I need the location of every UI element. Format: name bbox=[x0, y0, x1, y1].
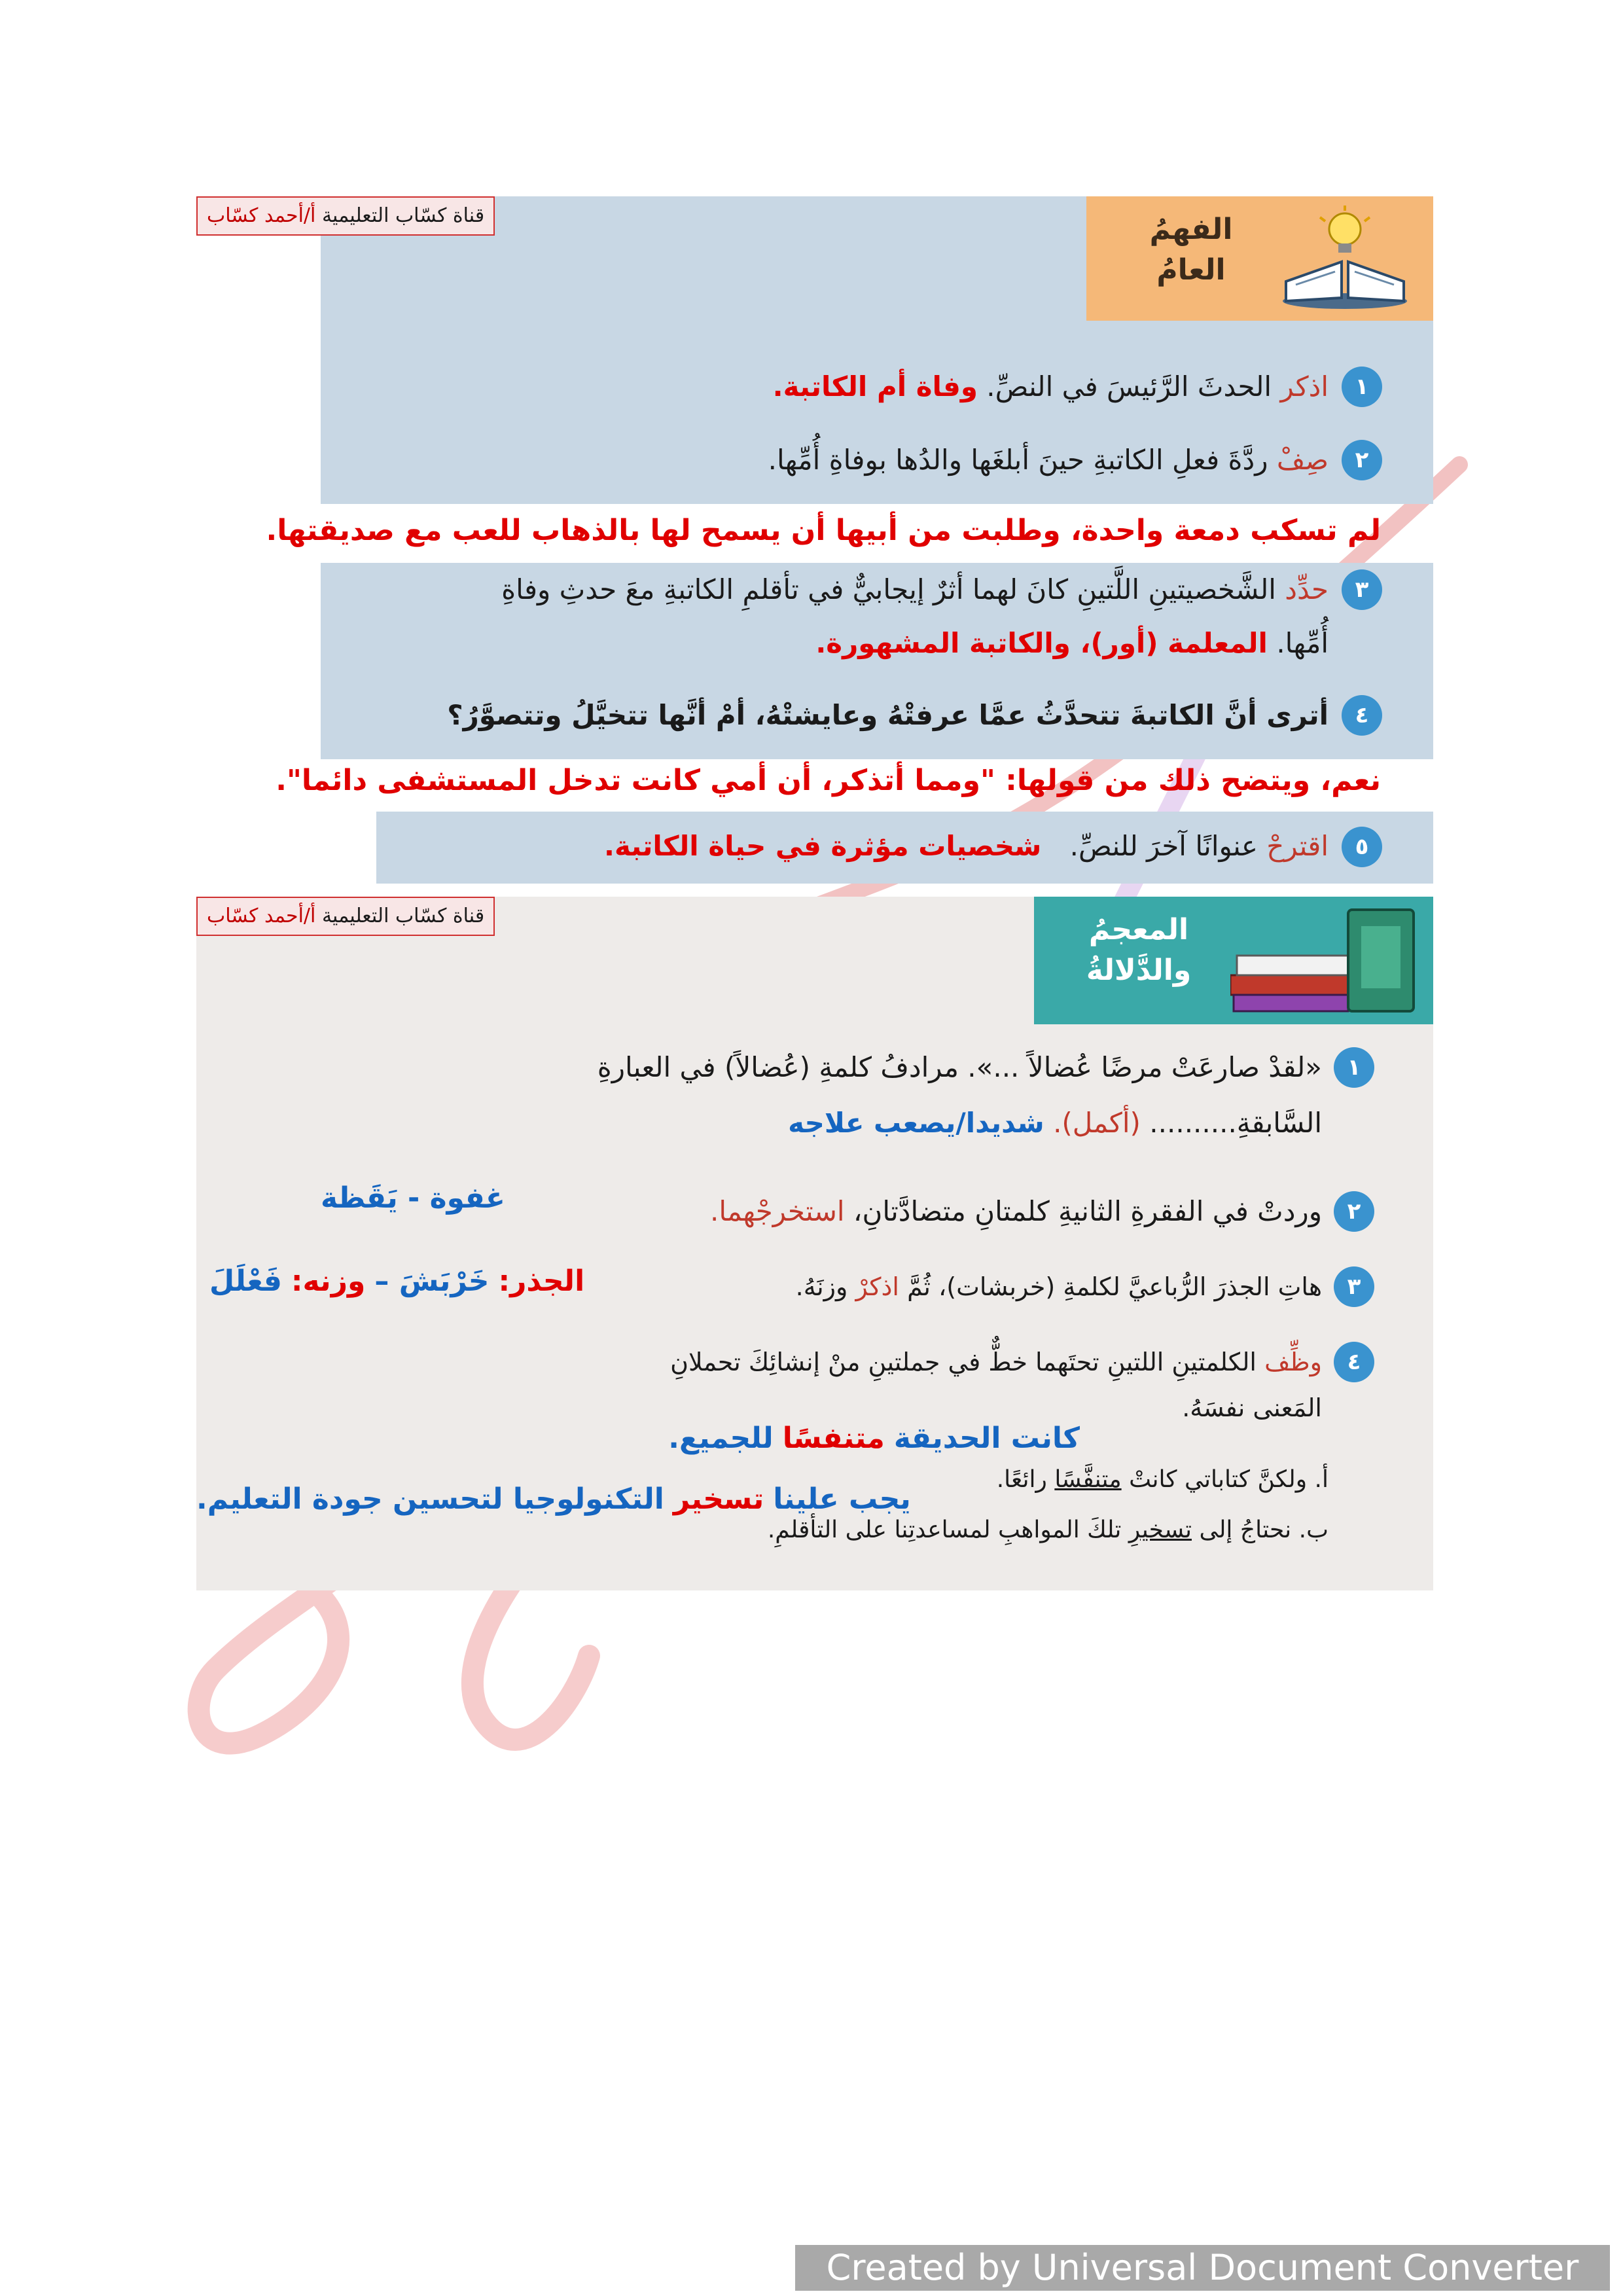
answer-4: نعم، ويتضح ذلك من قولها: "ومما أتذكر، أن أمي كانت تدخل المستشفى دائما". bbox=[276, 764, 1381, 797]
question-number-1: ١ bbox=[1342, 367, 1382, 407]
question-verb: صِفْ bbox=[1276, 444, 1329, 476]
question-number-3: ٣ bbox=[1334, 1266, 1374, 1307]
answer-1: وفاة أم الكاتبة. bbox=[772, 370, 978, 403]
question-hint: (أكمل). bbox=[1053, 1107, 1141, 1139]
vocab-question-2 bbox=[710, 1190, 1322, 1233]
question-text: السَّابقةِ.......... bbox=[1149, 1107, 1322, 1139]
question-text: ردَّةَ فعلِ الكاتبةِ حينَ أبلغَها والدُها بوفاةِ أُمِّها. bbox=[768, 444, 1268, 476]
root-value: خَرْبَشَ – bbox=[374, 1265, 490, 1298]
question-text: الشَّخصيتينِ اللَّتينِ كانَ لهما أثرٌ إيجابيٌّ في تأقلمِ الكاتبةِ معَ حدثِ وفاةِ bbox=[501, 573, 1276, 605]
channel-name: قناة كسّاب التعليمية bbox=[321, 204, 485, 227]
question-3-line2 bbox=[815, 622, 1329, 665]
question-text: أُمِّها. bbox=[1276, 627, 1329, 659]
question-verb: اذكر bbox=[1280, 370, 1329, 403]
channel-label bbox=[196, 897, 495, 936]
converter-watermark: Created by Universal Document Converter bbox=[795, 2245, 1610, 2291]
teacher-name: أ/أحمد كسّاب bbox=[207, 905, 316, 927]
channel-name: قناة كسّاب التعليمية bbox=[321, 905, 485, 927]
question-3 bbox=[501, 568, 1329, 611]
example-a: أ. ولكنَّ كتاباتي كانتْ متنفَّسًا رائعًا. bbox=[996, 1466, 1329, 1493]
underlined-word: تسخيرِ bbox=[1128, 1516, 1192, 1543]
section-title: الفهمُ العامُ bbox=[1149, 213, 1233, 287]
question-number-4: ٤ bbox=[1334, 1342, 1374, 1382]
question-number-5: ٥ bbox=[1342, 827, 1382, 867]
question-verb: حدِّد bbox=[1285, 573, 1329, 605]
pattern-label: وزنه: bbox=[291, 1265, 366, 1298]
question-text: هاتِ الجذرَ الرُّباعيَّ لكلمةِ (خربشات)، ثُمَّ bbox=[907, 1272, 1322, 1301]
vocab-question-4 bbox=[670, 1340, 1322, 1384]
channel-label bbox=[196, 196, 495, 236]
vocab-answer-3 bbox=[209, 1260, 584, 1303]
vocab-answer-4b: يجب علينا تسخير التكنولوجيا لتحسين جودة التعليم. bbox=[196, 1482, 911, 1516]
question-text: الحدثَ الرَّئيسَ في النصِّ. bbox=[986, 370, 1272, 403]
question-verb: استخرجْهما. bbox=[709, 1195, 845, 1227]
question-verb: اقترحْ bbox=[1266, 830, 1329, 862]
vocab-answer-1: شديدا/يصعب علاجه bbox=[788, 1107, 1044, 1139]
question-1 bbox=[773, 365, 1329, 408]
question-text: وزنَهُ. bbox=[795, 1272, 848, 1301]
teacher-name: أ/أحمد كسّاب bbox=[207, 204, 316, 227]
question-number-2: ٢ bbox=[1334, 1191, 1374, 1232]
vocab-question-4-line2: المَعنى نفسَهُ. bbox=[1182, 1393, 1322, 1422]
pattern-value: فَعْلَلَ bbox=[209, 1265, 282, 1298]
section-title: المعجمُ والدَّلالةُ bbox=[1086, 913, 1192, 987]
vocab-question-1: «لقدْ صارعَتْ مرضًا عُضالاً ...». مرادفُ كلمةِ (عُضالاً) في العبارةِ bbox=[597, 1051, 1322, 1083]
question-2 bbox=[768, 439, 1329, 482]
vocab-question-1-line2 bbox=[788, 1102, 1322, 1145]
question-number-1: ١ bbox=[1334, 1047, 1374, 1088]
answer-3: المعلمة (أور)، والكاتبة المشهورة. bbox=[815, 627, 1268, 659]
question-verb: وظِّف bbox=[1264, 1348, 1322, 1376]
question-number-2: ٢ bbox=[1342, 440, 1382, 480]
root-label: الجذر: bbox=[498, 1265, 585, 1298]
underlined-word: متنفَّسًا bbox=[1054, 1466, 1122, 1493]
question-text: عنوانًا آخرَ للنصِّ. bbox=[1069, 830, 1258, 862]
example-b: ب. نحتاجُ إلى تسخيرِ تلكَ المواهبِ لمساعدتِنا على التأقلمِ. bbox=[767, 1516, 1329, 1543]
question-number-3: ٣ bbox=[1342, 569, 1382, 610]
answer-5: شخصيات مؤثرة في حياة الكاتبة. bbox=[604, 830, 1042, 862]
question-4: أترى أنَّ الكاتبةَ تتحدَّثُ عمَّا عرفتْهُ وعايشتْهُ، أمْ أنَّها تتخيَّلُ وتتصوَّرُ؟ bbox=[447, 699, 1329, 731]
vocab-answer-2: غفوة - يَقَظة bbox=[321, 1181, 505, 1215]
answer-2: لم تسكب دمعة واحدة، وطلبت من أبيها أن يسمح لها بالذهاب للعب مع صديقتها. bbox=[266, 514, 1381, 547]
vocab-question-3 bbox=[796, 1265, 1322, 1308]
question-text: وردتْ في الفقرةِ الثانيةِ كلمتانِ متضادَّتانِ، bbox=[853, 1195, 1322, 1227]
books-stack-icon bbox=[1230, 903, 1420, 1014]
open-book-icon bbox=[1273, 203, 1417, 314]
question-verb: اذكرْ bbox=[855, 1272, 899, 1301]
question-5 bbox=[604, 825, 1329, 868]
question-number-4: ٤ bbox=[1342, 695, 1382, 736]
vocab-answer-4a: كانت الحديقة متنفسًا للجميع. bbox=[668, 1422, 1080, 1455]
question-text: الكلمتينِ اللتينِ تحتَهما خطٌّ في جملتينِ منْ إنشائِكَ تحملانِ bbox=[670, 1348, 1257, 1376]
